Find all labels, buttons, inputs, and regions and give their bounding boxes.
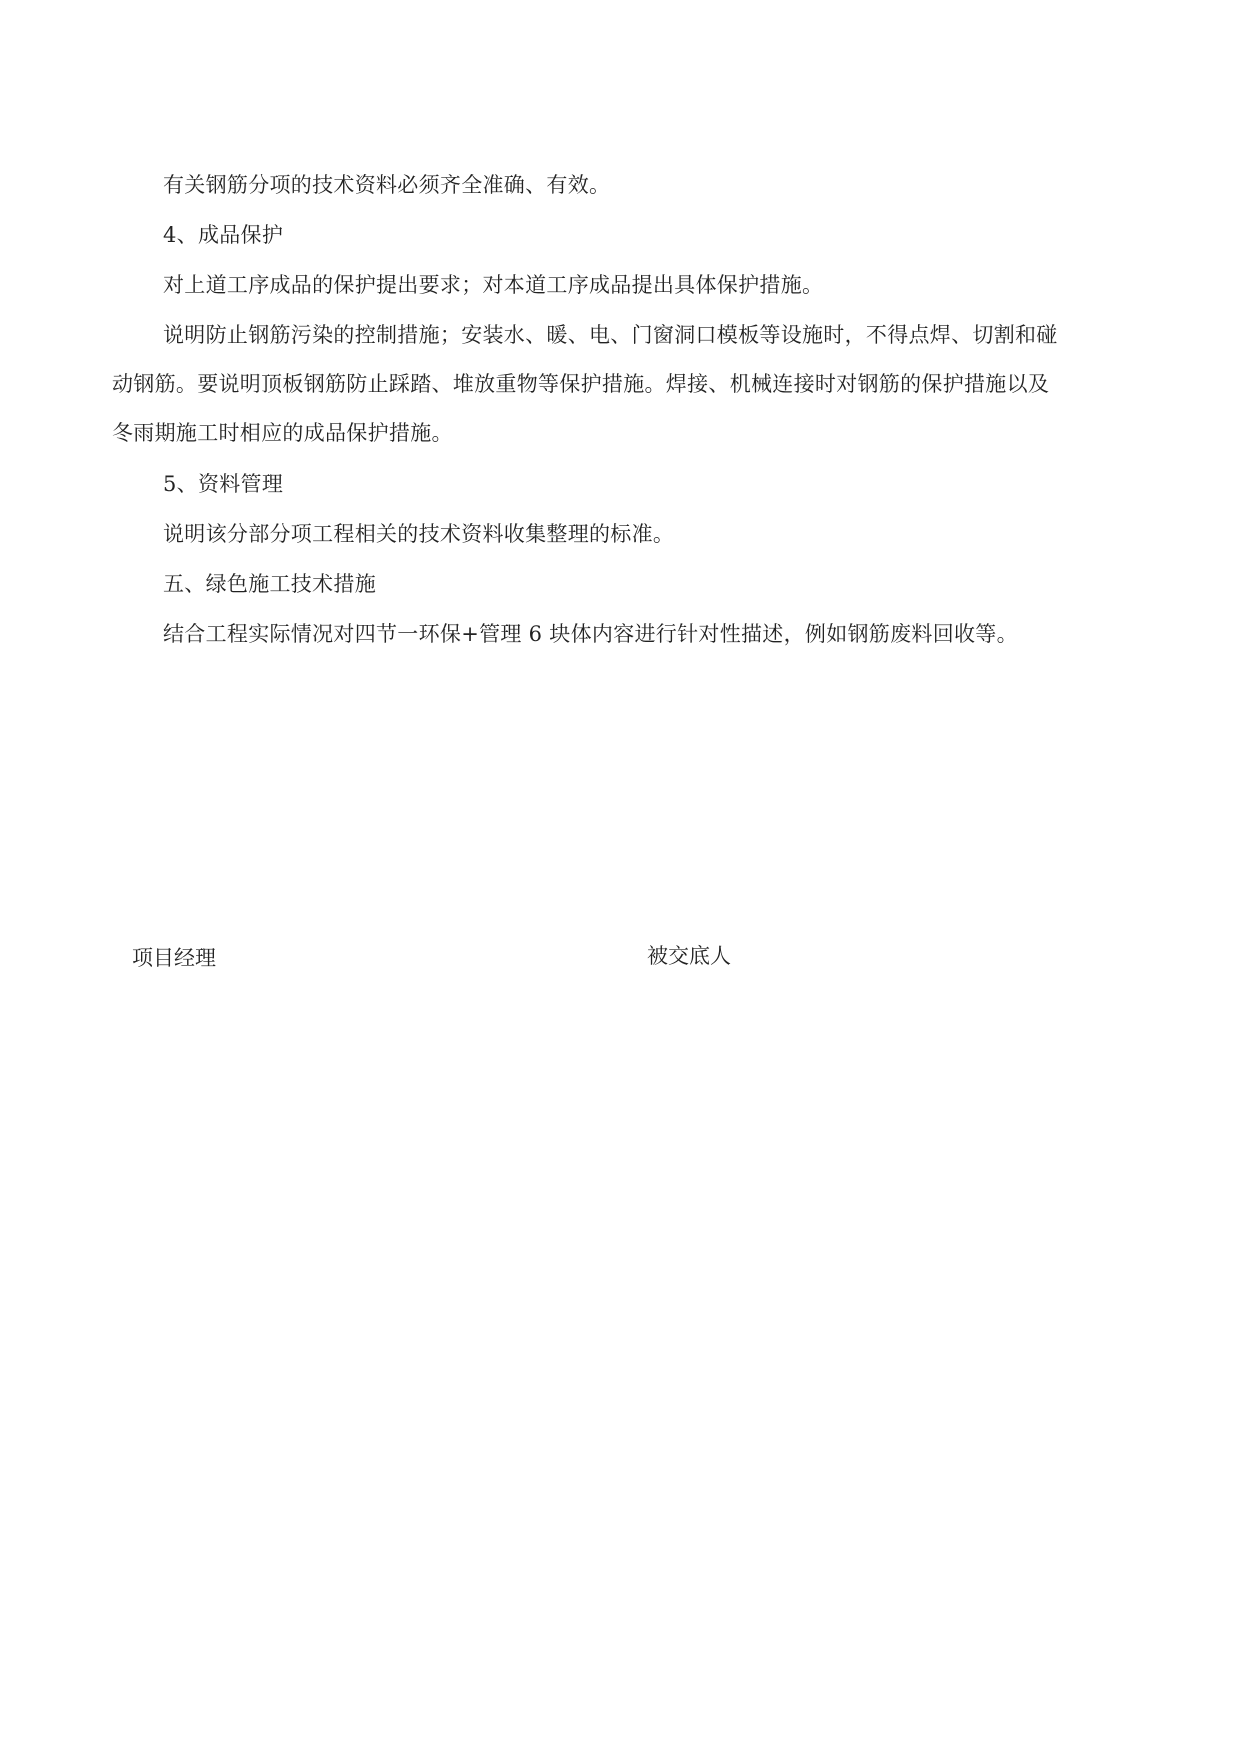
paragraph-pollution-control-line3: 冬雨期施工时相应的成品保护措施。	[112, 421, 453, 445]
paragraph-green-construction: 结合工程实际情况对四节一环保+管理 6 块体内容进行针对性描述，例如钢筋废料回收等。	[163, 622, 1018, 646]
heading-green-construction: 五、绿色施工技术措施	[163, 572, 376, 596]
signature-project-manager: 项目经理	[132, 946, 216, 970]
paragraph-pollution-control-line2: 动钢筋。要说明顶板钢筋防止踩踏、堆放重物等保护措施。焊接、机械连接时对钢筋的保护措施以及	[112, 372, 1050, 396]
paragraph-document-standards: 说明该分部分项工程相关的技术资料收集整理的标准。	[163, 522, 675, 546]
paragraph-protection-requirements: 对上道工序成品的保护提出要求；对本道工序成品提出具体保护措施。	[163, 273, 824, 297]
signature-recipient: 被交底人	[647, 944, 731, 968]
heading-document-management: 5、资料管理	[163, 472, 284, 496]
heading-product-protection: 4、成品保护	[163, 223, 284, 247]
paragraph-technical-docs: 有关钢筋分项的技术资料必须齐全准确、有效。	[163, 173, 611, 197]
paragraph-pollution-control-line1: 说明防止钢筋污染的控制措施；安装水、暖、电、门窗洞口模板等设施时，不得点焊、切割和碰	[163, 323, 1058, 347]
